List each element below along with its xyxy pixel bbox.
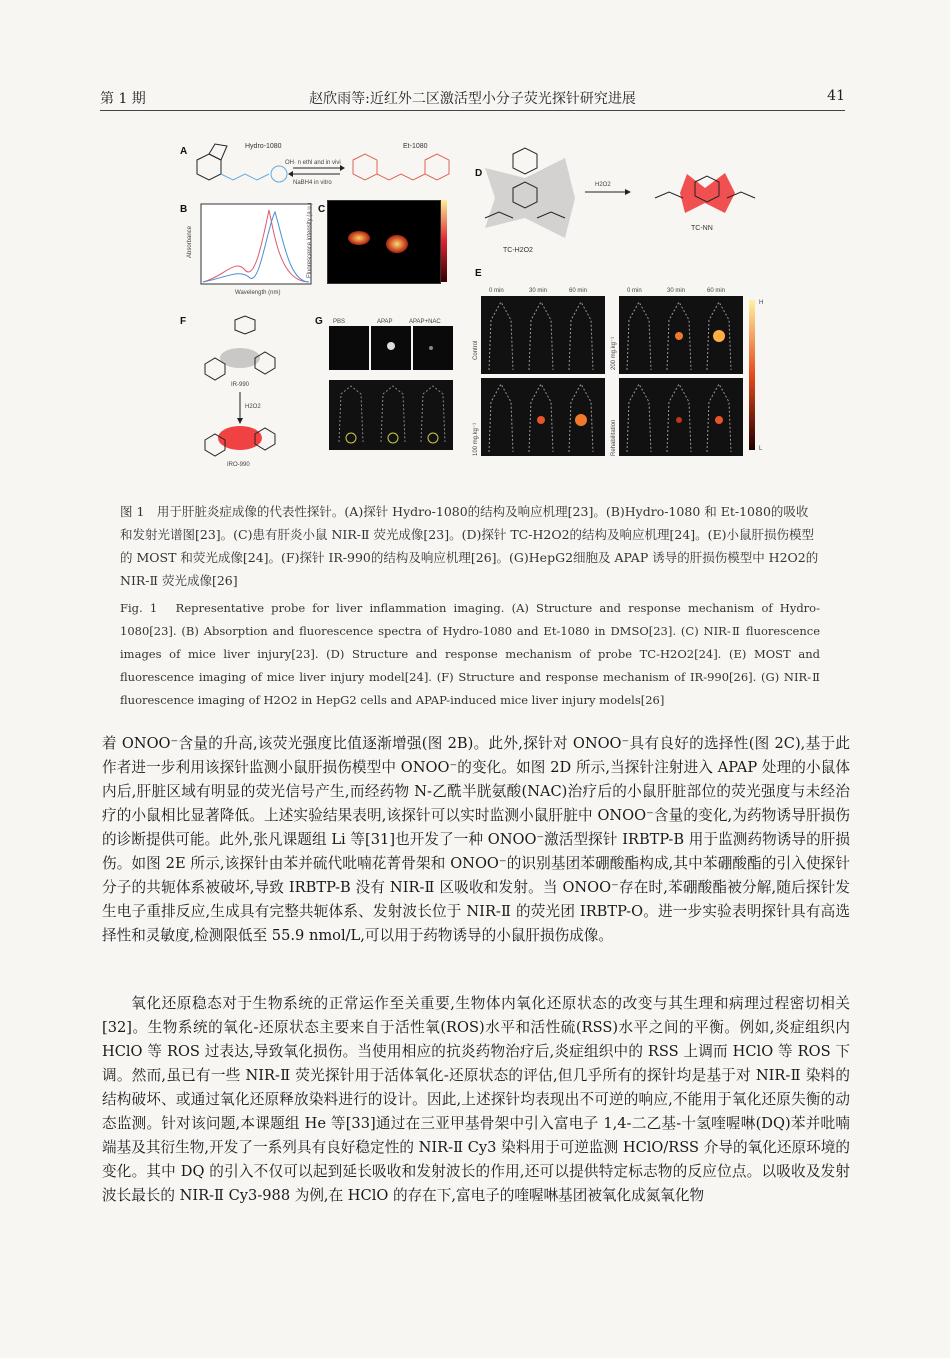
e-time-30b: 30 min bbox=[667, 288, 686, 294]
tcnn-label: TC-NN bbox=[691, 225, 713, 232]
figure-caption-english: Fig. 1 Representative probe for liver inflammation imaging. (A) Structure and response mechanism of Hydro-1080[23]. (B) Absorption and fluorescence spectra of Hydro-1080 and Et-1080 in DMSO[23]. (C) NIR-Ⅱ fluorescence images of mice liver injury[23]. (D) Structure and response mechanism of probe TC-H2O2[24]. (E) MOST and fluorescence imaging of mice liver injury model[24]. (F) Structure and response mechanism of IR-990[26]. (G) NIR-Ⅱ fluorescence imaging of H2O2 in HepG2 cells and APAP-induced mice liver injury models[26] bbox=[120, 601, 820, 707]
e-time-0: 0 min bbox=[489, 288, 504, 294]
panel-c-image bbox=[327, 200, 441, 284]
rehab-label: Rehabilitation bbox=[611, 419, 617, 456]
g-pbs: PBS bbox=[333, 319, 346, 325]
header-rule bbox=[100, 110, 845, 111]
g-apapnac: APAP+NAC bbox=[409, 319, 441, 325]
x-axis-label: Wavelength (nm) bbox=[235, 290, 281, 296]
running-header bbox=[100, 84, 845, 110]
panel-a-letter: A bbox=[180, 146, 188, 157]
scale-high: H bbox=[759, 300, 764, 306]
panel-d-structures bbox=[465, 138, 775, 258]
panel-e-letter: E bbox=[475, 268, 482, 279]
panel-c-colorbar bbox=[441, 200, 447, 282]
panel-f-letter: F bbox=[180, 316, 187, 327]
g-apap: APAP bbox=[377, 319, 393, 325]
page-number: 41 bbox=[827, 88, 845, 104]
e-time-60: 60 min bbox=[569, 288, 588, 294]
iro990-label: IRO-990 bbox=[227, 462, 250, 468]
panel-b-letter: B bbox=[180, 204, 188, 215]
h2o2-label-d: H2O2 bbox=[595, 182, 611, 188]
dose-100-label: 100 mg.kg⁻¹ bbox=[473, 422, 479, 456]
tc-label: TC-H2O2 bbox=[503, 247, 533, 254]
arrow-bottom-label: NaBH4 in vitro bbox=[293, 180, 332, 186]
issue-number: 第 1 期 bbox=[100, 91, 146, 107]
panel-c-letter: C bbox=[318, 204, 326, 215]
body-paragraph-2: 氧化还原稳态对于生物系统的正常运作至关重要,生物体内氧化还原状态的改变与其生理和病理过程密切相关[32]。生物系统的氧化-还原状态主要来自于活性氧(ROS)水平和活性硫(RSS)水平之间的平衡。例如,炎症组织内 HClO 等 ROS 过表达,导致氧化损伤。当使用相应的抗炎药物治疗后,炎症组织中的 RSS 上调而 HClO 等 ROS 下调。然而,虽已有一些 NIR-Ⅱ 荧光探针用于活体氧化-还原状态的评估,但几乎所有的探针均是基于对 NIR-Ⅱ 染料的结构破坏、或通过氧化还原释放染料进行的设计。因此,上述探针均表现出不可逆的响应,不能用于氧化还原失衡的动态监测。针对该问题,本课题组 He 等[33]通过在三亚甲基骨架中引入富电子 1,4-二乙基-十氢喹喔啉(DQ)苯并吡喃端基及其衍生物,开发了一系列具有良好稳定性的 NIR-Ⅱ Cy3 染料用于可逆监测 HClO/RSS 介导的氧化还原环境的变化。其中 DQ 的引入不仅可以起到延长吸收和发射波长的作用,还可以提供特定标志物的反应位点。以吸收及发射波长最长的 NIR-Ⅱ Cy3-988 为例,在 HClO 的存在下,富电子的喹喔啉基团被氧化成氮氧化物 bbox=[102, 995, 850, 1204]
e-time-0b: 0 min bbox=[627, 288, 642, 294]
panel-f-structures bbox=[185, 314, 295, 468]
running-title: 赵欣雨等:近红外二区激活型小分子荧光探针研究进展 bbox=[309, 91, 636, 107]
figure-1 bbox=[175, 138, 775, 468]
body-paragraph-1: 着 ONOO⁻含量的升高,该荧光强度比值逐渐增强(图 2B)。此外,探针对 ONOO⁻具有良好的选择性(图 2C),基于此作者进一步利用该探针监测小鼠肝损伤模型中 ONOO⁻的变化。如图 2D 所示,当探针注射进入 APAP 处理的小鼠体内后,肝脏区域有明显的荧光信号产生,而经药物 N-乙酰半胱氨酸(NAC)治疗后的小鼠肝脏部位的荧光强度与未经治疗的小鼠相比显著降低。上述实验结果表明,该探针可以实时监测小鼠肝脏中 ONOO⁻含量的变化,为药物诱导肝损伤的诊断提供可能。此外,张凡课题组 Li 等[31]也开发了一种 ONOO⁻激活型探针 IRBTP-B 用于监测药物诱导的肝损伤。如图 2E 所示,该探针由苯并硫代吡喃花菁骨架和 ONOO⁻的识别基团苯硼酸酯构成,其中苯硼酸酯的引入使探针分子的共轭体系被破坏,导致 IRBTP-B 没有 NIR-Ⅱ 区吸收和发射。当 ONOO⁻存在时,苯硼酸酯被分解,随后探针发生电子重排反应,生成具有完整共轭体系、发射波长位于 NIR-Ⅱ 的荧光团 IRBTP-O。进一步实验表明探针具有高选择性和灵敏度,检测限低至 55.9 nmol/L,可以用于药物诱导的小鼠肝损伤成像。 bbox=[102, 735, 850, 944]
panel-b-chart bbox=[185, 198, 315, 296]
arrow-top-label: OH· n ethl and in vivi bbox=[285, 160, 341, 166]
panel-g-images bbox=[325, 314, 465, 456]
y-axis-label: Absorbance bbox=[187, 225, 193, 258]
panel-d-letter: D bbox=[475, 168, 483, 179]
e-time-60b: 60 min bbox=[707, 288, 726, 294]
e-time-30: 30 min bbox=[529, 288, 548, 294]
figure-caption-chinese: 图 1 用于肝脏炎症成像的代表性探针。(A)探针 Hydro-1080的结构及响应机理[23]。(B)Hydro-1080 和 Et-1080的吸收和发射光谱图[23]。(C)患有肝炎小鼠 NIR-Ⅱ 荧光成像[23]。(D)探针 TC-H2O2的结构及响应机理[24]。(E)小鼠肝损伤模型的 MOST 和荧光成像[24]。(F)探针 IR-990的结构及响应机理[26]。(G)HepG2细胞及 APAP 诱导的肝损伤模型中 H2O2的 NIR-Ⅱ 荧光成像[26] bbox=[120, 504, 819, 588]
y2-axis-label: Fluorescence intensity (a.u.) bbox=[307, 202, 313, 278]
h2o2-label-f: H2O2 bbox=[245, 404, 261, 410]
panel-a-structures bbox=[175, 138, 465, 200]
dose-200-label: 200 mg.kg⁻¹ bbox=[611, 336, 617, 370]
hydro-label: Hydro-1080 bbox=[245, 143, 282, 150]
et-label: Et-1080 bbox=[403, 143, 428, 150]
scale-low: L bbox=[759, 446, 763, 452]
panel-e-images bbox=[467, 280, 775, 466]
panel-g-letter: G bbox=[315, 316, 323, 327]
control-label: Control bbox=[473, 340, 479, 360]
ir990-label: IR-990 bbox=[231, 382, 250, 388]
